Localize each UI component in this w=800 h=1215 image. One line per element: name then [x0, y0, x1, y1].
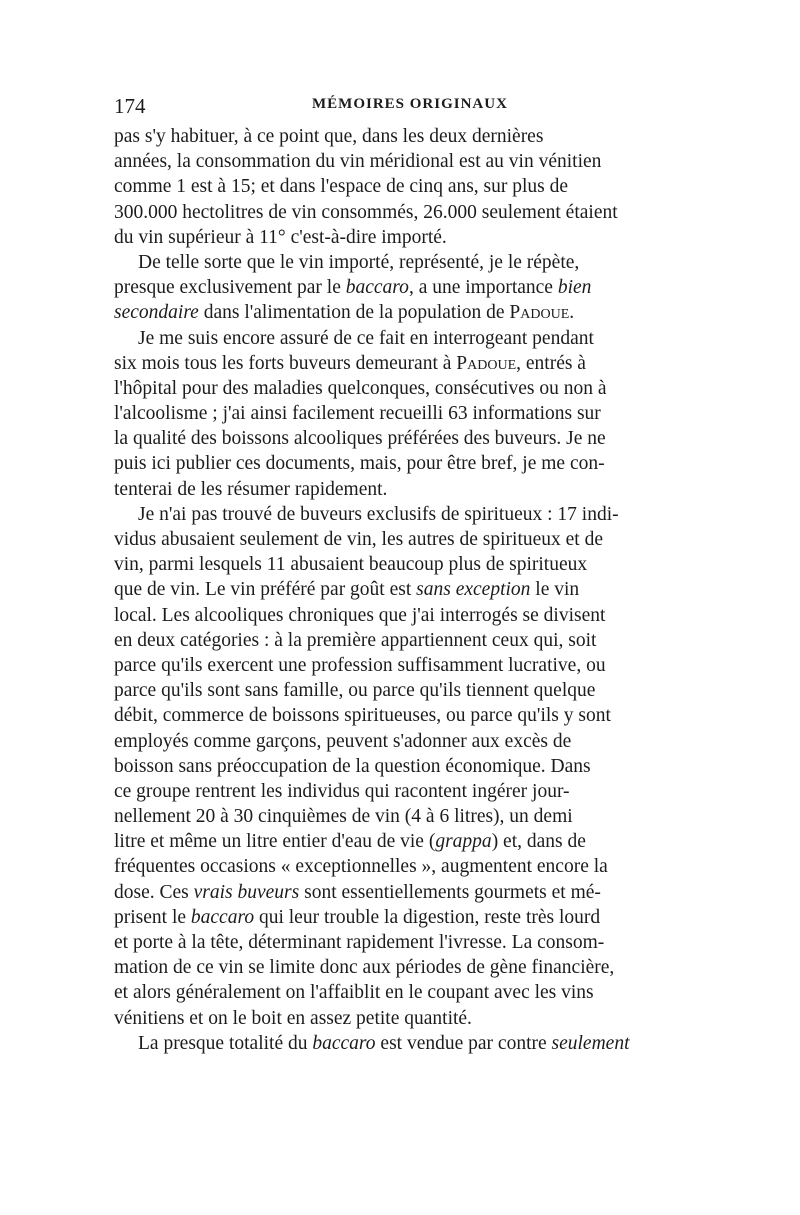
text-line — [114, 653, 684, 678]
text-line — [114, 326, 684, 351]
text-line — [114, 804, 684, 829]
italic-text: vrais buveurs — [193, 881, 300, 903]
text-segment: la qualité des boissons alcooliques préférées des buveurs. Je ne — [114, 428, 606, 450]
text-line — [114, 351, 684, 376]
text-segment: fréquentes occasions « exceptionnelles », augmentent encore la — [114, 856, 608, 878]
text-segment: Je n'ai pas trouvé de buveurs exclusifs de spiritueux : 17 indi- — [138, 503, 619, 525]
page-number: 174 — [114, 94, 146, 118]
text-line — [114, 552, 684, 577]
text-line — [114, 703, 684, 728]
text-segment: puis ici publier ces documents, mais, pour être bref, je me con- — [114, 453, 605, 475]
text-segment: sont essentiellements gourmets et mé- — [299, 881, 601, 903]
text-line — [114, 779, 684, 804]
text-segment: parce qu'ils exercent une profession suffisamment lucrative, ou — [114, 654, 606, 676]
text-line — [114, 225, 684, 250]
text-segment: est vendue par contre — [375, 1032, 552, 1054]
text-segment: comme 1 est à 15; et dans l'espace de cinq ans, sur plus de — [114, 176, 569, 198]
text-line — [114, 502, 684, 527]
text-segment: du vin supérieur à 11° c'est-à-dire importé. — [114, 226, 447, 248]
text-segment: presque exclusivement par le — [114, 277, 346, 299]
text-line — [114, 577, 684, 602]
italic-text: sans exception — [416, 579, 531, 601]
text-line — [114, 955, 684, 980]
text-line — [114, 754, 684, 779]
text-segment: tenterai de les résumer rapidement. — [114, 478, 388, 500]
text-line — [114, 854, 684, 879]
text-segment: boisson sans préoccupation de la question économique. Dans — [114, 755, 591, 777]
text-segment: mation de ce vin se limite donc aux périodes de gène financière, — [114, 957, 615, 979]
text-segment: vidus abusaient seulement de vin, les autres de spiritueux et de — [114, 529, 603, 550]
small-caps-text: Padoue — [456, 352, 517, 374]
text-line — [114, 880, 684, 905]
text-segment: prisent le — [114, 906, 191, 928]
text-segment: 300.000 hectolitres de vin consommés, 26.000 seulement étaient — [114, 201, 618, 223]
text-line — [114, 401, 684, 426]
text-line — [114, 930, 684, 955]
text-line — [114, 200, 684, 225]
text-segment: . — [569, 302, 575, 324]
text-segment: vin, parmi lesquels 11 abusaient beaucoup plus de spiritueux — [114, 554, 588, 576]
text-line — [114, 1031, 684, 1056]
small-caps-text: Padoue — [509, 302, 570, 324]
text-segment: dans l'alimentation de la population de — [198, 302, 510, 324]
text-line — [114, 527, 684, 552]
text-line — [114, 300, 684, 325]
text-line — [114, 275, 684, 300]
text-segment: le vin — [530, 579, 580, 601]
text-segment: l'hôpital pour des maladies quelconques, consécutives ou non à — [114, 377, 607, 399]
text-segment: et alors généralement on l'affaiblit en le coupant avec les vins — [114, 982, 594, 1004]
italic-text: grappa — [435, 831, 492, 853]
text-line — [114, 149, 684, 174]
text-segment: , a une importance — [408, 277, 558, 299]
text-line — [114, 250, 684, 275]
text-segment: local. Les alcooliques chroniques que j'ai interrogés se divisent — [114, 604, 606, 626]
text-segment: débit, commerce de boissons spiritueuses, ou parce qu'ils y sont — [114, 705, 611, 727]
text-segment: La presque totalité du — [138, 1032, 313, 1054]
text-line — [114, 905, 684, 930]
text-segment: que de vin. Le vin préféré par goût est — [114, 579, 417, 601]
text-segment: en deux catégories : à la première appartiennent ceux qui, soit — [114, 629, 597, 651]
text-segment: six mois tous les forts buveurs demeurant à — [114, 352, 457, 374]
text-line — [114, 829, 684, 854]
text-line — [114, 980, 684, 1005]
text-segment: ce groupe rentrent les individus qui racontent ingérer jour- — [114, 780, 570, 802]
text-line — [114, 678, 684, 703]
italic-text: seulement — [551, 1032, 630, 1054]
text-segment: litre et même un litre entier d'eau de vie ( — [114, 831, 436, 853]
text-segment: , entrés à — [516, 352, 586, 374]
text-line — [114, 174, 684, 199]
text-segment: et porte à la tête, déterminant rapidement l'ivresse. La consom- — [114, 932, 605, 953]
text-line — [114, 729, 684, 754]
text-line — [114, 124, 684, 149]
italic-text: bien — [557, 277, 592, 299]
text-line — [114, 477, 684, 502]
text-line — [114, 376, 684, 401]
text-segment: vénitiens et on le boit en assez petite quantité. — [114, 1007, 472, 1029]
text-segment: dose. Ces — [114, 881, 194, 903]
italic-text: baccaro — [345, 277, 409, 299]
italic-text: baccaro — [312, 1032, 376, 1054]
text-segment: pas s'y habituer, à ce point que, dans les deux dernières — [114, 126, 544, 147]
running-head — [114, 94, 692, 124]
text-line — [114, 426, 684, 451]
text-segment: employés comme garçons, peuvent s'adonner aux excès de — [114, 730, 572, 752]
text-segment: l'alcoolisme ; j'ai ainsi facilement recueilli 63 informations sur — [114, 403, 601, 425]
text-segment: qui leur trouble la digestion, reste très lourd — [254, 906, 601, 928]
text-segment: Je me suis encore assuré de ce fait en interrogeant pendant — [138, 327, 594, 349]
text-segment: années, la consommation du vin méridional est au vin vénitien — [114, 151, 602, 173]
body-text — [114, 124, 684, 1056]
text-line — [114, 1006, 684, 1031]
text-line — [114, 603, 684, 628]
text-segment: De telle sorte que le vin importé, représenté, je le répète, — [138, 251, 580, 273]
italic-text: baccaro — [190, 906, 255, 928]
text-line — [114, 628, 684, 653]
text-segment: ) et, dans de — [491, 831, 586, 853]
text-segment: nellement 20 à 30 cinquièmes de vin (4 à 6 litres), un demi — [114, 806, 573, 828]
italic-text: secondaire — [114, 302, 199, 324]
text-segment: parce qu'ils sont sans famille, ou parce qu'ils tiennent quelque — [114, 680, 596, 702]
running-title: MÉMOIRES ORIGINAUX — [312, 96, 508, 112]
text-line — [114, 451, 684, 476]
